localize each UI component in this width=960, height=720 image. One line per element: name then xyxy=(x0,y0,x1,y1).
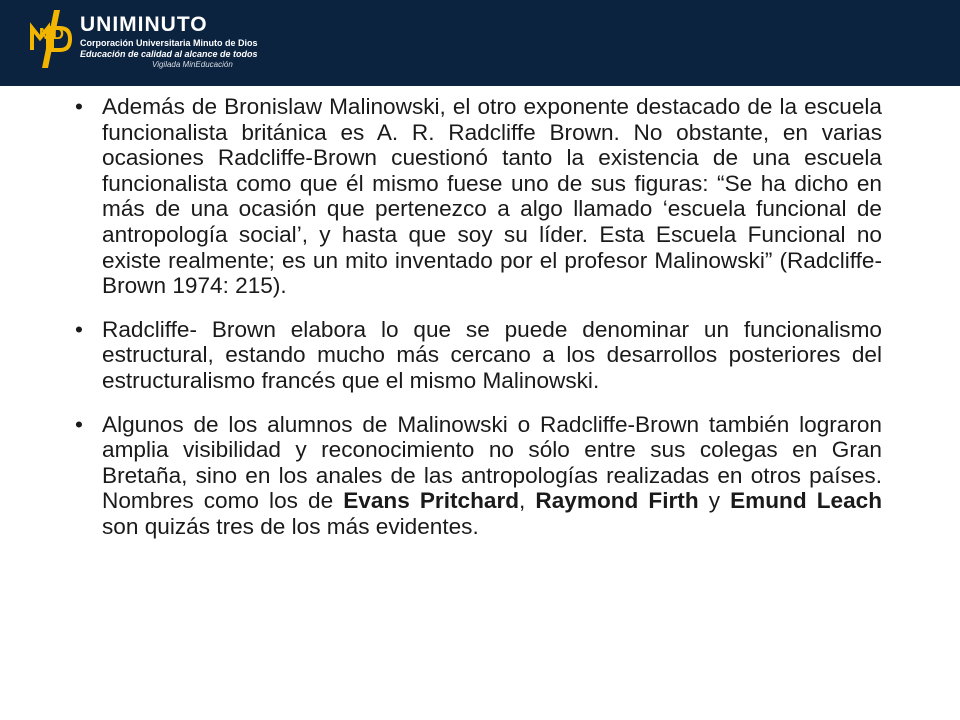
separator: , xyxy=(519,488,536,514)
bullet-dot: • xyxy=(75,316,83,342)
name-evans-pritchard: Evans Pritchard xyxy=(343,488,520,514)
name-raymond-firth: Raymond Firth xyxy=(535,488,699,514)
bullet-text: Además de Bronislaw Malinowski, el otro exponente destacado de la escuela funcionalista británica es A. R. Radcliffe Brown. No obstante, en varias ocasiones Radcliffe-Brown cuestionó tanto la existencia de una escuela funcionalista como que él mismo fuese uno de sus figuras: “Se ha dicho en más de una ocasión que pertenezco a algo llamado ‘escuela funcional de antropología social’, y hasta que soy su líder. Esta Escuela Funcional no existe realmente; es un mito inventado por el profesor Malinowski” (Radcliffe-Brown 1974: 215). xyxy=(102,94,882,299)
tagline-institution: Corporación Universitaria Minuto de Dios xyxy=(80,38,258,48)
name-emund-leach: Emund Leach xyxy=(730,488,883,514)
bullet-dot: • xyxy=(75,411,83,437)
header-bar xyxy=(0,0,960,86)
bullet-item-1 xyxy=(72,94,882,299)
bullet-text-end: son quizás tres de los más evidentes. xyxy=(102,513,479,539)
bullet-dot: • xyxy=(75,94,83,119)
bullet-item-2 xyxy=(72,317,882,394)
logo-mark: MD xyxy=(39,26,64,43)
bullet-item-3 xyxy=(72,412,882,540)
bullet-text: Radcliffe- Brown elabora lo que se puede denominar un funcionalismo estructural, estando mucho más cercano a los desarrollos posteriores del estructuralismo francés que el mismo Malinowski. xyxy=(102,316,882,393)
bullet-text: Algunos de los alumnos de Malinowski o Radcliffe-Brown también lograron amplia visibilidad y reconocimiento no sólo entre sus colegas en Gran Bretaña, sino en los anales de las antropologías realizadas en otros países. Nombres como los de xyxy=(102,411,882,514)
slide-content xyxy=(72,94,882,558)
brand-name: UNIMINUTO xyxy=(80,13,208,36)
separator: y xyxy=(698,488,731,514)
tagline-vigilada: Vigilada MinEducación xyxy=(152,60,233,69)
uniminuto-logo xyxy=(30,8,270,72)
tagline-slogan: Educación de calidad al alcance de todos xyxy=(80,49,258,59)
